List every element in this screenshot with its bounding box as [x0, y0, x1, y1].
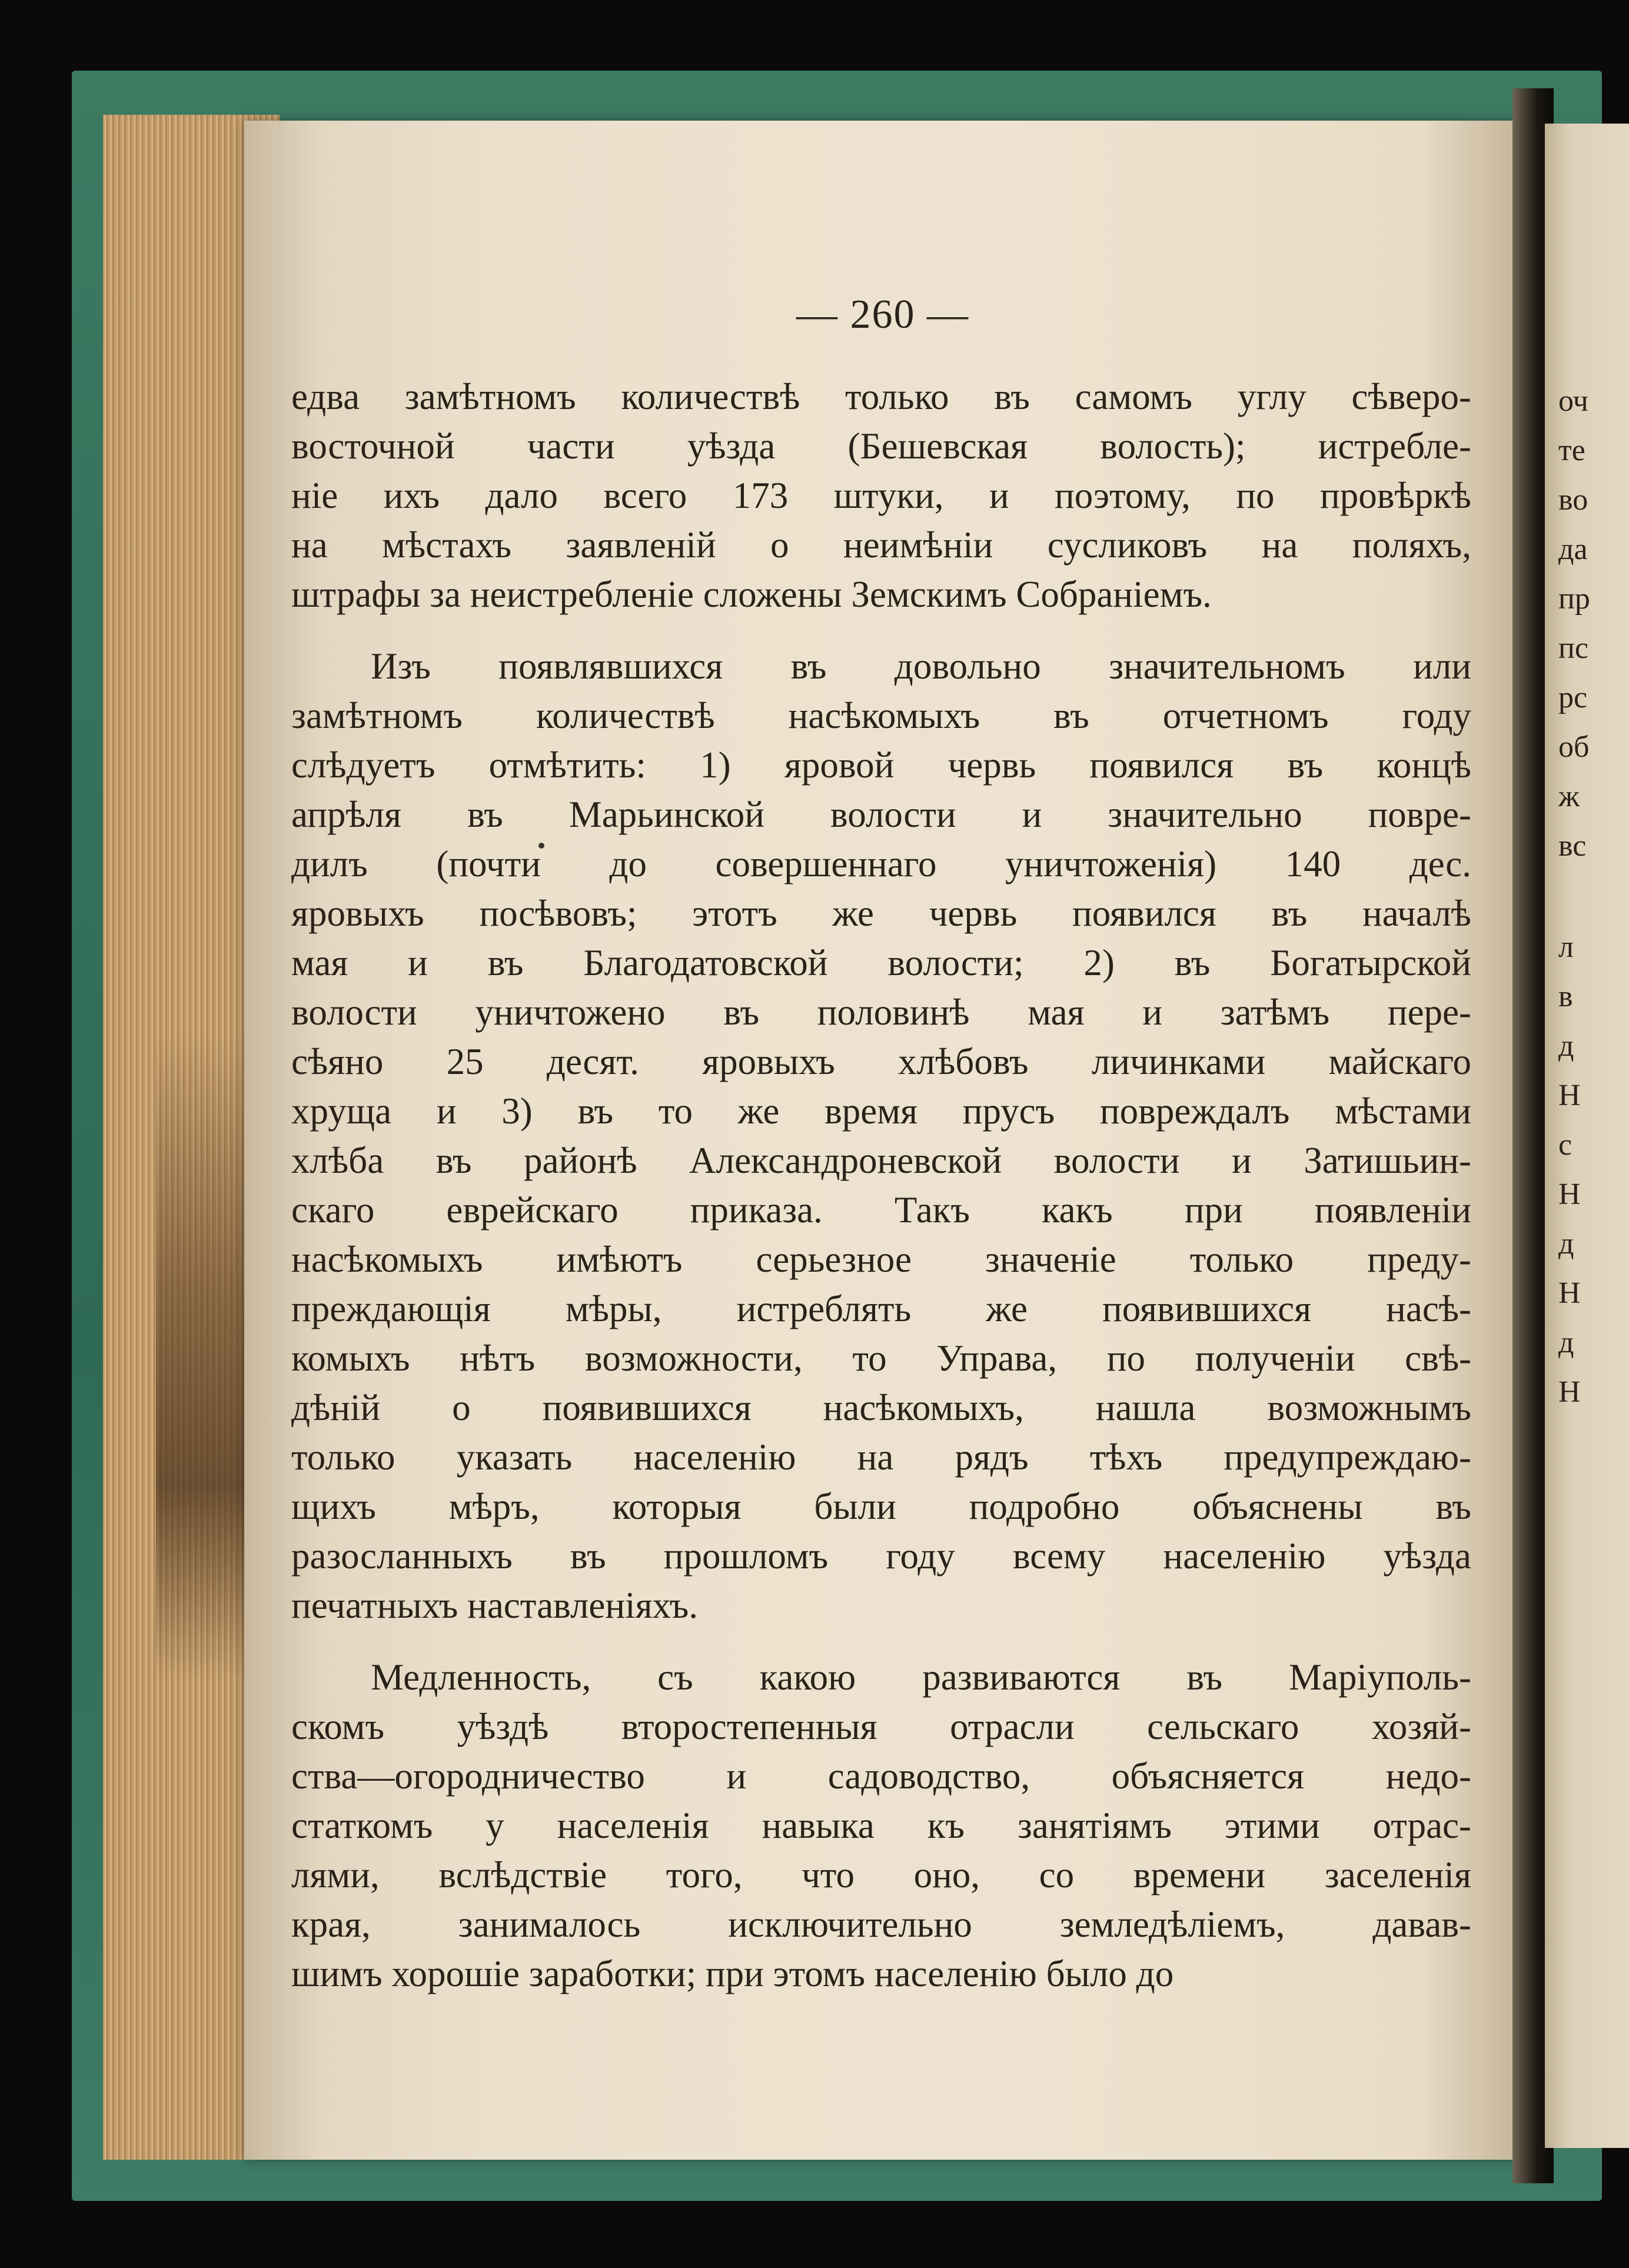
text-line: только указать населенію на рядъ тѣхъ предупреждаю- [291, 1436, 1471, 1478]
next-page-fragment: л [1558, 930, 1574, 964]
next-page-fragment: пс [1558, 631, 1588, 665]
text-line: апрѣля въ Марьинской волости и значительно повре- [291, 794, 1471, 835]
text-line: преждающія мѣры, истреблять же появившихся насѣ- [291, 1288, 1471, 1329]
text-line: Изъ появлявшихся въ довольно значительномъ или [371, 646, 1471, 687]
next-page-fragment: во [1558, 483, 1588, 517]
next-page-fragment: Н [1558, 1375, 1581, 1409]
text-line: дѣній о появившихся насѣкомыхъ, нашла возможнымъ [291, 1387, 1471, 1428]
next-page-fragment: ж [1558, 780, 1580, 813]
text-line: шимъ хорошіе заработки; при этомъ населенію было до [291, 1953, 1174, 1994]
text-line: лями, вслѣдствіе того, что оно, со времени заселенія [291, 1854, 1471, 1895]
text-line: ства—огородничество и садоводство, объясняется недо- [291, 1755, 1471, 1797]
text-line: Медленность, съ какою развиваются въ Маріуполь- [371, 1657, 1471, 1698]
text-line: сѣяно 25 десят. яровыхъ хлѣбовъ личинками майскаго [291, 1041, 1471, 1082]
next-page-fragment: д [1558, 1326, 1574, 1359]
next-page-fragment: об [1558, 730, 1590, 764]
next-page-fragment: с [1558, 1128, 1573, 1162]
text-line: волости уничтожено въ половинѣ мая и затѣмъ пере- [291, 992, 1471, 1033]
text-line: мая и въ Благодатовской волости; 2) въ Богатырской [291, 942, 1471, 983]
text-line: скомъ уѣздѣ второстепенныя отрасли сельскаго хозяй- [291, 1706, 1471, 1747]
text-line: щихъ мѣръ, которыя были подробно объяснены въ [291, 1486, 1471, 1527]
next-page-fragment: Н [1558, 1178, 1581, 1211]
text-line: комыхъ нѣтъ возможности, то Управа, по полученіи свѣ- [291, 1338, 1471, 1379]
text-line: хлѣба въ районѣ Александроневской волости и Затишьин- [291, 1140, 1471, 1181]
text-line: яровыхъ посѣвовъ; этотъ же червь появился въ началѣ [291, 893, 1471, 934]
next-page-fragment: Н [1558, 1276, 1581, 1310]
next-page-fragment: в [1558, 980, 1573, 1013]
text-line: замѣтномъ количествѣ насѣкомыхъ въ отчетномъ году [291, 695, 1471, 736]
text-line: скаго еврейскаго приказа. Такъ какъ при появленіи [291, 1189, 1471, 1231]
text-line: края, занималось исключительно земледѣліемъ, давав- [291, 1904, 1471, 1945]
page-number: — 260 — [796, 292, 969, 337]
next-page-fragment: д [1558, 1029, 1574, 1063]
text-line: разосланныхъ въ прошломъ году всему населенію уѣзда [291, 1535, 1471, 1577]
text-line: едва замѣтномъ количествѣ только въ самомъ углу сѣверо- [291, 376, 1471, 417]
text-line: на мѣстахъ заявленій о неимѣніи сусликовъ на поляхъ, [291, 524, 1471, 566]
next-page-fragment: те [1558, 434, 1585, 467]
text-line: насѣкомыхъ имѣютъ серьезное значеніе только преду- [291, 1239, 1471, 1280]
text-line: штрафы за неистребленіе сложены Земскимъ Собраніемъ. [291, 574, 1212, 615]
next-page-fragment: Н [1558, 1079, 1581, 1112]
body-text [291, 372, 1471, 1998]
text-line: слѣдуетъ отмѣтить: 1) яровой червь появился въ концѣ [291, 744, 1471, 786]
text-line: хруща и 3) въ то же время прусъ повреждалъ мѣстами [291, 1090, 1471, 1132]
next-page-fragment: пр [1558, 582, 1590, 616]
text-line: печатныхъ наставленіяхъ. [291, 1585, 698, 1626]
next-page-fragment: вс [1558, 829, 1587, 863]
next-page-fragment: оч [1558, 384, 1588, 418]
next-page-fragment: да [1558, 533, 1588, 566]
next-page-fragment: д [1558, 1227, 1574, 1261]
text-line: ніе ихъ дало всего 173 штуки, и поэтому, по провѣркѣ [291, 475, 1471, 516]
text-line: восточной части уѣзда (Бешевская волость); истребле- [291, 425, 1471, 467]
text-line: дилъ (почти до совершеннаго уничтоженія) 140 дес. [291, 843, 1471, 884]
text-line: статкомъ у населенія навыка къ занятіямъ этими отрас- [291, 1805, 1471, 1846]
next-page-fragment: рс [1558, 681, 1588, 714]
